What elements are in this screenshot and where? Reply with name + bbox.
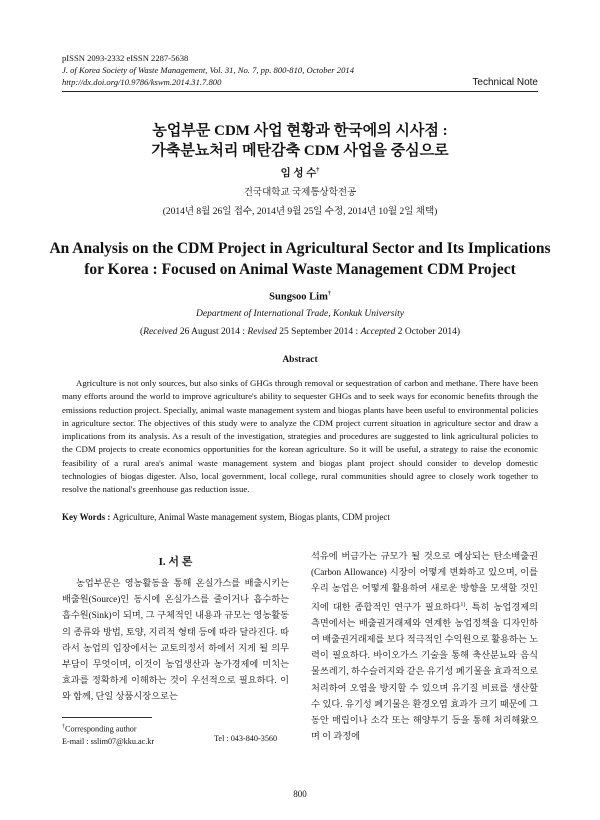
footnote-email: E-mail : sslim07@kku.ac.kr <box>62 736 155 746</box>
korean-dates: (2014년 8월 26일 접수, 2014년 9월 25일 수정, 2014년 10월 2일 채택) <box>162 207 438 217</box>
revised-label: Revised <box>247 327 277 337</box>
abstract-text: Agriculture is not only sources, but also sinks of GHGs through removal or sequestration of carbon and methane. There have been many efforts around the world to improve agriculture's ability to sequester GHGs and to seek ways for economic benefits through the emissions reduction project. Specially, animal waste management system and biogas plants have been useful to environmental policies in agriculture sector. The objectives of this study were to analyze the CDM project current situation in agriculture sector and draw a implications from its analysis. As a result of the investigation, strategies and procedures are suggested to link agricultural policies to the CDM projects to create economics opportunities for the korean agriculture. So it will be useful, a strategy to raise the economic feasibility of a rural area's animal waste management system and biogas plant project should consider to develop domestic technologies of biogas digester. Also, local government, local college, rural communities should agree to closely work together to resolve the national's greenhouse gas reduction issue. <box>62 378 538 495</box>
korean-title-line-1: 농업부문 CDM 사업 현황과 한국에의 시사점 : <box>152 123 448 139</box>
footnote-divider <box>62 717 152 718</box>
english-author-name: Sungsoo Lim <box>269 291 328 303</box>
keywords <box>62 512 538 522</box>
body-right-text-1: 석유에 버금가는 규모가 될 것으로 예상되는 탄소배출권(Carbon Allowance) 시장이 어떻게 변화하고 있으며, 이를 우리 농업은 어떻게 활용하여 새로운 방향을 모색할 것인지에 대한 종합적인 연구가 필요하다 <box>311 551 538 612</box>
section-heading: I. 서 론 <box>158 556 193 568</box>
accepted-label: Accepted <box>360 327 396 337</box>
korean-title-line-2: 가축분뇨처리 메탄감축 CDM 사업을 중심으로 <box>151 143 449 159</box>
english-affiliation: Department of International Trade, Konkuk University <box>196 309 404 319</box>
body-left-column: 농업부문은 영농활동을 통해 온실가스를 배출시키는 배출원(Source)인 동시에 온실가스를 줄이거나 흡수하는 흡수원(Sink)이 되며, 그 구체적인 내용과 규모는 영농활동의 종류와 방법, 토양, 지리적 형태 등에 따라 달라진다. 따라서 농업의 입장에서는 교토의정서 하에서 지게 될 의무부담이 무엇이며, 이것이 농업생산과 농가경제에 미치는 효과를 정확하게 이해하는 것이 우선적으로 필요하다. 이와 함께, 단일 상품시장으로는 <box>62 578 289 702</box>
issn-line: pISSN 2093-2332 eISSN 2287-5638 <box>62 53 189 63</box>
reference-mark: 1) <box>460 601 466 608</box>
keywords-text: Agriculture, Animal Waste management system, Biogas plants, CDM project <box>112 512 390 522</box>
doi-link[interactable]: http://dx.doi.org/10.9786/kswm.2014.31.7.800 <box>62 77 222 87</box>
corresponding-mark: † <box>327 291 331 297</box>
revised-date: 25 September 2014 : <box>276 327 361 337</box>
corresponding-mark: † <box>316 167 320 174</box>
header-divider <box>62 91 538 92</box>
received-date: 26 August 2014 : <box>177 327 248 337</box>
journal-header <box>62 52 354 88</box>
footnote-tel: Tel : 043-840-3560 <box>214 734 278 743</box>
journal-citation: J. of Korea Society of Waste Management, Vol. 31, No. 7, pp. 800-810, October 2014 <box>62 65 354 75</box>
keywords-label: Key Words : <box>62 512 113 522</box>
article-type-label: Technical Note <box>472 77 538 88</box>
english-author <box>40 291 560 303</box>
korean-author-name: 임 성 수 <box>280 168 317 179</box>
abstract-heading: Abstract <box>282 355 318 365</box>
received-label: Received <box>143 327 178 337</box>
accepted-date: 2 October 2014) <box>395 327 461 337</box>
body-right-text-2: . 특히 농업경제의 측면에서는 배출권거래제와 연계한 농업정책을 디자인하여 배출권거래제를 보다 적극적인 수익원으로 활용하는 노력이 필요하다. 바이오가스 기술을 통해 축산분뇨와 음식물쓰레기, 하수슬러지와 같은 유기성 폐기물을 효과적으로 처리하여 오염을 방지할 수 있으며 유기질 비료를 생산할 수 있다. 유기성 폐기물은 환경오염 효과가 크기 때문에 그 동안 매립이나 소각 또는 해양투기 등을 통해 처리해왔으며 이 과정에 <box>311 601 538 742</box>
body-right-column <box>311 548 538 745</box>
english-title-line-2: for Korea : Focused on Animal Waste Management CDM Project <box>84 261 516 278</box>
footnote-label: Corresponding author <box>65 724 137 734</box>
english-dates: (Received 26 August 2014 : Revised 25 September 2014 : Accepted 2 October 2014) <box>139 327 461 337</box>
korean-title <box>40 121 560 161</box>
korean-affiliation: 건국대학교 국제통상학전공 <box>243 188 357 198</box>
footnote-mark: † <box>62 724 65 730</box>
english-title-line-1: An Analysis on the CDM Project in Agricultural Sector and Its Implications <box>49 240 551 257</box>
english-title <box>40 238 560 280</box>
footnote <box>62 721 292 748</box>
korean-author <box>40 165 560 180</box>
page-number: 800 <box>293 789 307 799</box>
